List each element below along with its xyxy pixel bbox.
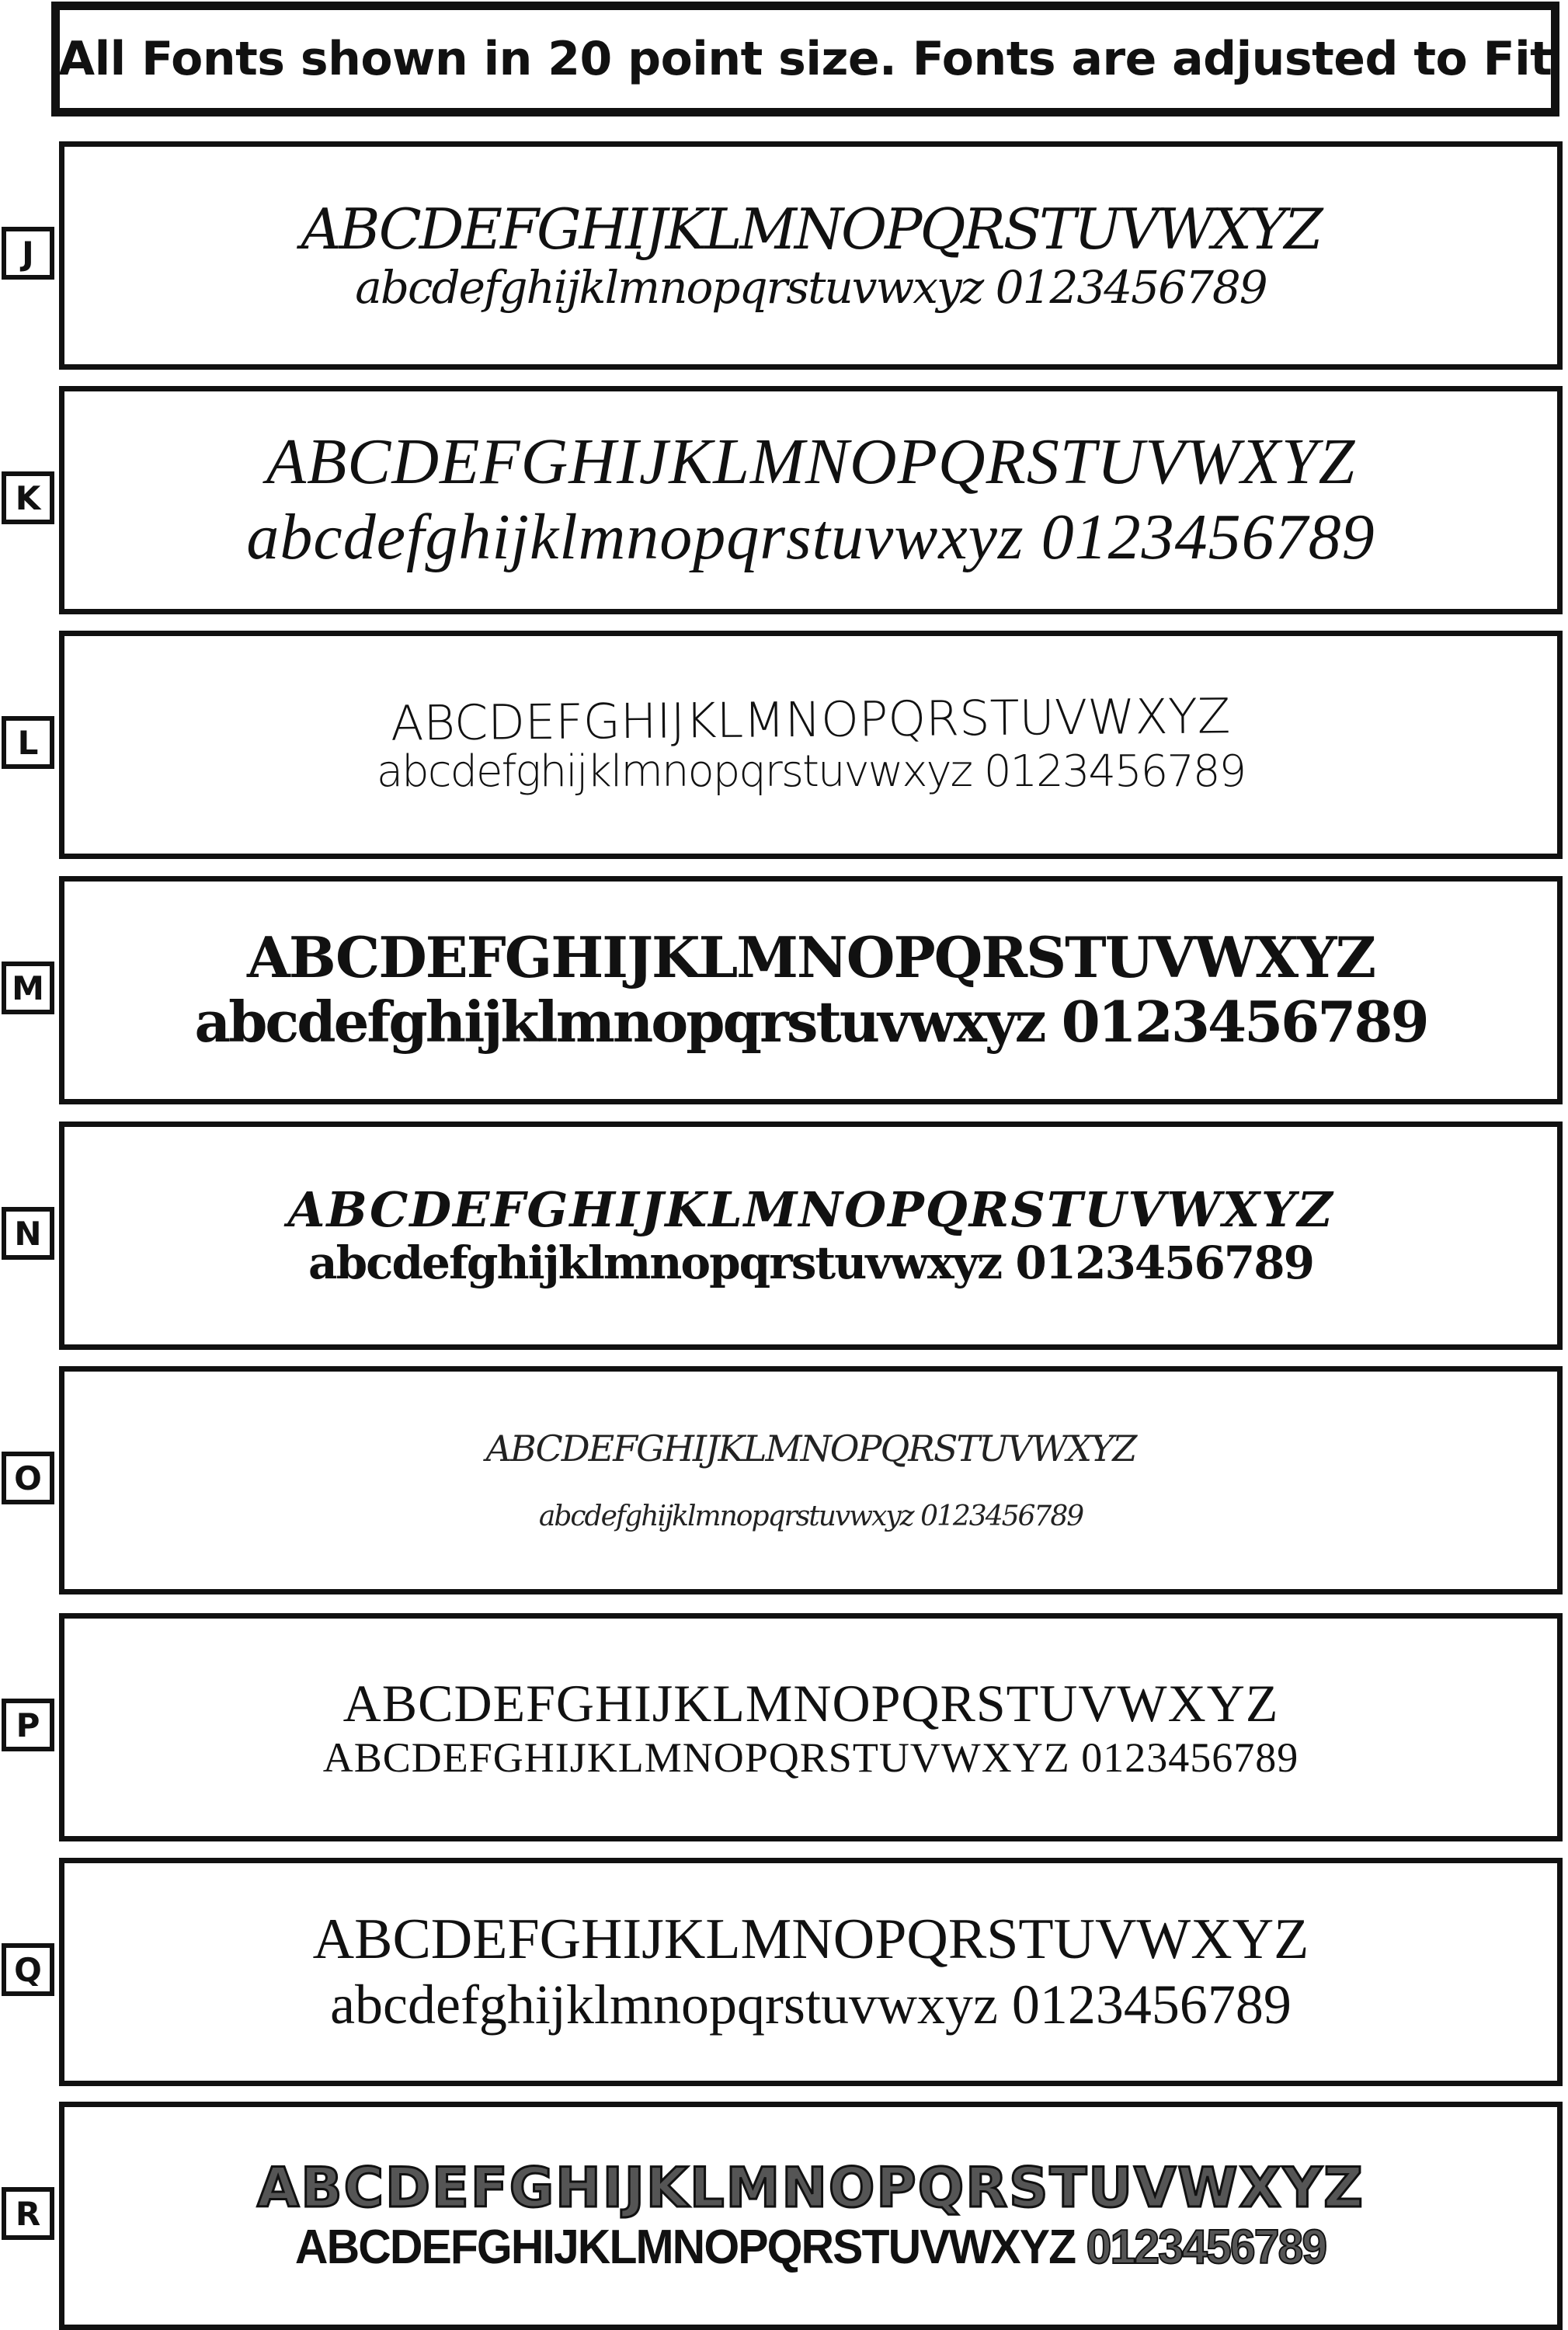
font-tag-k: K	[2, 471, 54, 524]
uppercase-sample: ABCDEFGHIJKLMNOPQRSTUVWXYZ	[266, 426, 1356, 499]
font-sample-panel-n	[59, 1122, 1563, 1350]
lowercase-digits-sample: abcdefghijklmnopqrstuvwxyz 0123456789	[538, 1500, 1083, 1532]
uppercase-sample: ABCDEFGHIJKLMNOPQRSTUVWXYZ	[342, 1673, 1279, 1733]
lowercase-digits-sample: abcdefghijklmnopqrstuvwxyz 0123456789	[246, 501, 1375, 573]
font-tag-o: O	[2, 1452, 54, 1504]
header-title: All Fonts shown in 20 point size. Fonts are adjusted to Fit	[58, 32, 1552, 86]
font-sample-panel-j	[59, 141, 1563, 370]
font-tag-q: Q	[2, 1943, 54, 1996]
font-tag-r: R	[2, 2187, 54, 2240]
uppercase-sample: ABCDEFGHIJKLMNOPQRSTUVWXYZ	[246, 924, 1375, 991]
font-sample-panel-k	[59, 386, 1563, 614]
font-sample-panel-l	[59, 631, 1563, 859]
lowercase-digits-sample: abcdefghijklmnopqrstuvwxyz 0123456789	[376, 746, 1246, 798]
uppercase-sample: ABCDEFGHIJKLMNOPQRSTUVWXYZ	[257, 2156, 1365, 2220]
font-sample-panel-r	[59, 2102, 1563, 2330]
font-row-q	[0, 1858, 1568, 2086]
uppercase-digits-sample	[295, 2220, 1326, 2275]
font-row-m	[0, 876, 1568, 1104]
uppercase-sample: ABCDEFGHIJKLMNOPQRSTUVWXYZ	[287, 1181, 1334, 1238]
uppercase-text: ABCDEFGHIJKLMNOPQRSTUVWXYZ	[295, 2220, 1076, 2274]
font-row-o	[0, 1366, 1568, 1594]
font-row-r	[0, 2102, 1568, 2330]
small-caps-digits-sample: ABCDEFGHIJKLMNOPQRSTUVWXYZ 0123456789	[322, 1734, 1299, 1782]
font-tag-n: N	[2, 1207, 54, 1260]
lowercase-digits-sample: abcdefghijklmnopqrstuvwxyz 0123456789	[308, 1236, 1313, 1290]
font-sample-panel-m	[59, 876, 1563, 1104]
lowercase-digits-sample: abcdefghijklmnopqrstuvwxyz 0123456789	[330, 1974, 1292, 2036]
digits-text: 0123456789	[1086, 2220, 1326, 2274]
font-tag-j: J	[2, 227, 54, 280]
font-tag-m: M	[2, 962, 54, 1014]
font-row-n	[0, 1122, 1568, 1350]
font-sample-panel-q	[59, 1858, 1563, 2086]
uppercase-sample: ABCDEFGHIJKLMNOPQRSTUVWXYZ	[301, 196, 1321, 263]
uppercase-sample: ABCDEFGHIJKLMNOPQRSTUVWXYZ	[312, 1907, 1309, 1972]
lowercase-digits-sample: abcdefghijklmnopqrstuvwxyz 0123456789	[355, 261, 1267, 315]
font-row-j	[0, 141, 1568, 370]
font-tag-l: L	[2, 716, 54, 769]
uppercase-sample: ABCDEFGHIJKLMNOPQRSTUVWXYZ	[485, 1427, 1136, 1469]
font-sample-panel-o	[59, 1366, 1563, 1594]
font-row-l	[0, 631, 1568, 859]
header-banner	[51, 2, 1559, 116]
font-sample-panel-p	[59, 1613, 1563, 1841]
uppercase-sample: ABCDEFGHIJKLMNOPQRSTUVWXYZ	[391, 687, 1231, 752]
font-row-p	[0, 1613, 1568, 1841]
font-tag-p: P	[2, 1699, 54, 1751]
lowercase-digits-sample: abcdefghijklmnopqrstuvwxyz 0123456789	[194, 989, 1427, 1055]
font-row-k	[0, 386, 1568, 614]
